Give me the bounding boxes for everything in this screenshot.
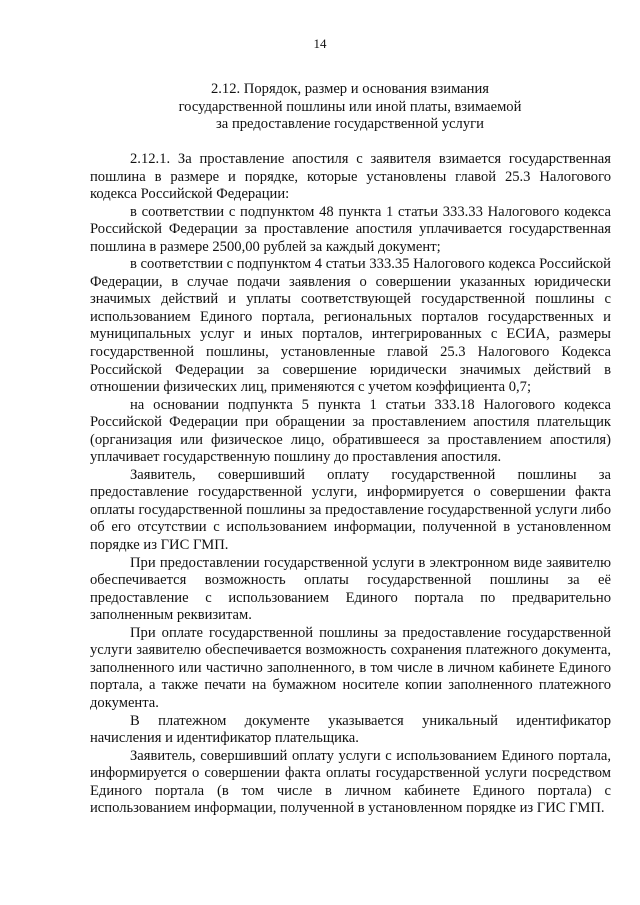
paragraph-portal-notification: Заявитель, совершивший оплату услуги с использованием Единого портала, информируется о совершении факта оплаты государственной услуги посредством Единого портала (в том числе в личном кабинете Единого портала) с использованием информации, полученной в установленном порядке из ГИС ГМП.	[90, 747, 611, 817]
section-heading-line: за предоставление государственной услуги	[216, 116, 484, 132]
paragraph-payment-timing: на основании подпункта 5 пункта 1 статьи 333.18 Налогового кодекса Российской Федерации при обращении за проставлением апостиля плательщик (организация или физическое лицо, обратившееся за проставлением апостиля) уплачивает государственную пошлину до проставления апостиля.	[90, 396, 611, 466]
paragraph-payment-identifiers: В платежном документе указывается уникальный идентификатор начисления и идентификатор плательщика.	[90, 712, 611, 747]
paragraph-electronic-payment: При предоставлении государственной услуги в электронном виде заявителю обеспечивается возможность оплаты государственной пошлины за её предоставление с использованием Единого портала по предварительно заполненным реквизитам.	[90, 554, 611, 624]
page-number: 14	[313, 36, 327, 51]
paragraph-payment-notification: Заявитель, совершивший оплату государственной пошлины за предоставление государственной услуги, информируется о совершении факта оплаты государственной пошлины за предоставление государственной услуги либо об его отсутствии с использованием информации, полученной в установленном порядке из ГИС ГМП.	[90, 466, 611, 554]
document-body	[90, 151, 611, 818]
paragraph-fee-amount: в соответствии с подпунктом 48 пункта 1 статьи 333.33 Налогового кодекса Российской Федерации за проставление апостиля уплачивается государственная пошлина в размере 2500,00 рублей за каждый документ;	[90, 203, 611, 255]
paragraph-2-12-1: 2.12.1. За проставление апостиля с заявителя взимается государственная пошлина в размере и порядке, которые установлены главой 25.3 Налогового кодекса Российской Федерации:	[90, 151, 611, 203]
paragraph-fee-coefficient: в соответствии с подпунктом 4 статьи 333.35 Налогового кодекса Российской Федерации, в случае подачи заявления о совершении указанных юридически значимых действий и уплаты соответствующей государственной пошлины с использованием Единого портала, региональных порталов государственных и муниципальных услуг и иных порталов, интегрированных с ЕСИА, размеры государственной пошлины, установленные главой 25.3 Налогового Кодекса Российской Федерации за совершение юридически значимых действий в отношении физических лиц, применяются с учетом коэффициента 0,7;	[90, 256, 611, 396]
paragraph-payment-document-saving: При оплате государственной пошлины за предоставление государственной услуги заявителю обеспечивается возможность сохранения платежного документа, заполненного или частично заполненного, в том числе в личном кабинете Единого портала, а также печати на бумажном носителе копии заполненного платежного документа.	[90, 624, 611, 711]
section-heading	[90, 81, 610, 134]
section-heading-line: государственной пошлины или иной платы, взимаемой	[178, 98, 522, 115]
section-heading-line: 2.12. Порядок, размер и основания взимания	[210, 81, 490, 97]
